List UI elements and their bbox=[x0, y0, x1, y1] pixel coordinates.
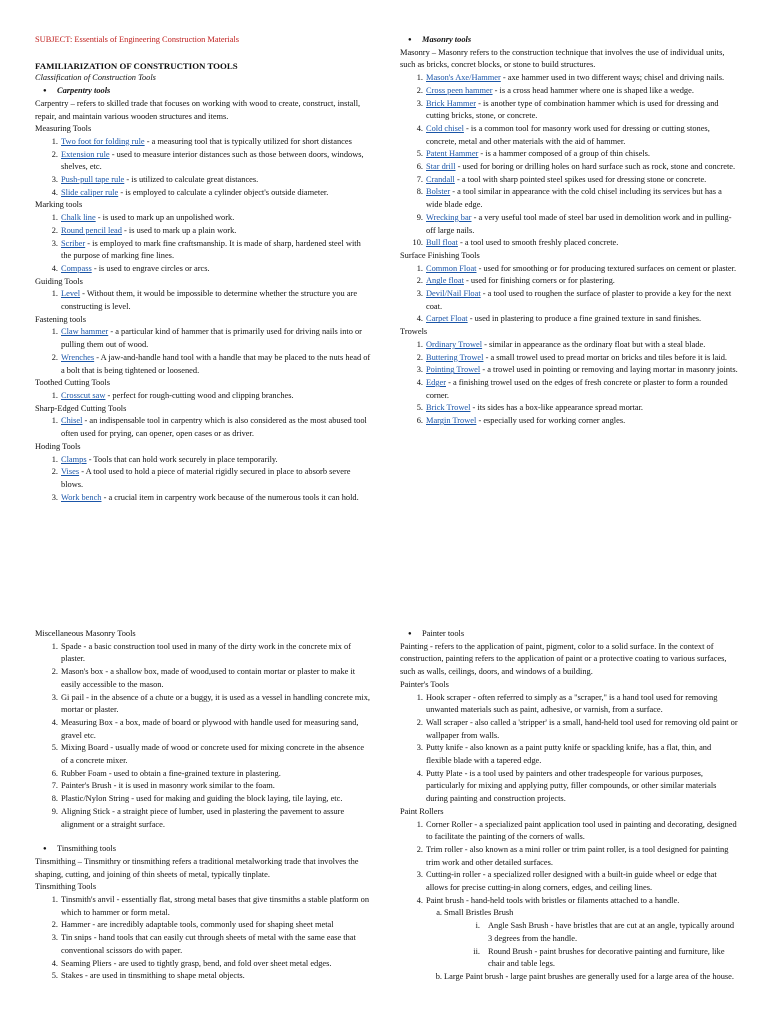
paint-rollers-list bbox=[400, 819, 738, 908]
list-item: 1. Crosscut saw - perfect for rough-cutting wood and clipping branches. bbox=[51, 390, 294, 400]
carpentry-group-list bbox=[35, 415, 373, 440]
list-item: 2. Wrenches - A jaw-and-handle hand tool with a handle that may be placed to the nuts head of a bolt that is being tightened or loosened. bbox=[51, 352, 371, 375]
tool-link[interactable]: Brick Trowel bbox=[426, 403, 471, 413]
list-item: 2. Round pencil lead - is used to mark up a plain work. bbox=[51, 225, 237, 235]
list-item: 1. Claw hammer - a particular kind of hammer that is primarily used for driving nails into or pulling them out of wood. bbox=[51, 327, 362, 350]
carpentry-group-title: Toothed Cutting Tools bbox=[35, 378, 110, 388]
list-item: 6. Star drill - used for boring or drilling holes on hard surface such as rock, stone and concrete. bbox=[416, 162, 736, 172]
masonry-panel bbox=[400, 34, 738, 428]
tinsmithing-intro: Tinsmithing – Tinsmithry or tinsmithing refers a traditional metalworking trade that involves the shaping, cutting, and joining of thin sheets of metal, typically tinplate. bbox=[35, 856, 359, 879]
list-item: 4. Seaming Pliers - are used to tightly grasp, bend, and fold over sheet metal edges. bbox=[51, 958, 332, 968]
surface-finishing-list bbox=[400, 263, 738, 327]
tool-link[interactable]: Round pencil lead bbox=[61, 225, 122, 235]
list-item: 3. Push-pull tape rule - is utilized to calculate great distances. bbox=[51, 175, 259, 185]
list-item: 5. Patent Hammer - is a hammer composed of a group of thin chisels. bbox=[416, 149, 650, 159]
tool-link[interactable]: Vises bbox=[61, 467, 80, 477]
painters-tools-title: Painter's Tools bbox=[400, 679, 449, 689]
list-item: 1. Two foot for folding rule - a measuring tool that is typically utilized for short distances bbox=[51, 136, 352, 146]
surface-finishing-title: Surface Finishing Tools bbox=[400, 250, 480, 260]
list-item: 7. Painter's Brush - it is used in masonry work similar to the foam. bbox=[51, 781, 275, 791]
list-item: 1. Clamps - Tools that can hold work securely in place temporarily. bbox=[51, 454, 278, 464]
tool-link[interactable]: Bolster bbox=[426, 187, 451, 197]
list-item: 1. Corner Roller - a specialized paint application tool used in painting and decorating, designed to facilitate the painting of the corners of walls. bbox=[416, 819, 737, 842]
tool-link[interactable]: Cross peen hammer bbox=[426, 85, 493, 95]
misc-tinsmith-panel bbox=[35, 628, 373, 983]
list-item: 4. Carpet Float - used in plastering to produce a fine grained texture in sand finishes. bbox=[416, 314, 702, 324]
list-item: 2. Wall scraper - also called a 'stripper' is a small, hand-held tool used for removing old paint or wallpaper from walls. bbox=[416, 717, 738, 740]
list-item: 3. Cutting-in roller - a specialized roller designed with a built-in guide wheel or edge that allows for precise cutting-in along corners, edges, and ceiling lines. bbox=[416, 870, 717, 893]
carpentry-intro: Carpentry – refers to skilled trade that focuses on working with wood to create, construct, install, repair, and maintain various wooden structures and items. bbox=[35, 98, 361, 121]
carpentry-groups bbox=[35, 123, 373, 504]
list-item: 1. Mason's Axe/Hammer - axe hammer used in two different ways; chisel and driving nails. bbox=[416, 73, 725, 83]
trowels-title: Trowels bbox=[400, 327, 428, 337]
list-item: 2. Angle float - used for finishing corners or for plastering. bbox=[416, 276, 615, 286]
tool-link[interactable]: Push-pull tape rule bbox=[61, 175, 125, 185]
carpentry-group-list bbox=[35, 136, 373, 200]
tool-link[interactable]: Brick Hammer bbox=[426, 98, 477, 108]
list-item: 5. Stakes - are used in tinsmithing to shape metal objects. bbox=[51, 971, 245, 981]
tool-link[interactable]: Wrenches bbox=[61, 352, 95, 362]
tinsmithing-tools-title: Tinsmithing Tools bbox=[35, 882, 97, 892]
painter-heading: ● Painter tools bbox=[400, 628, 738, 641]
list-item: 2. Trim roller - also known as a mini roller or trim paint roller, is a tool designed for painting trim work and other detailed surfaces. bbox=[416, 844, 729, 867]
list-item: 1. Common Float - used for smoothing or for producing textured surfaces on cement or plaster. bbox=[416, 263, 737, 273]
list-item: 3. Pointing Trowel - a trowel used in pointing or removing and laying mortar in masonry joints. bbox=[416, 365, 738, 375]
brush-sublist-b bbox=[400, 971, 738, 984]
carpentry-group-list bbox=[35, 326, 373, 377]
tool-link[interactable]: Wrecking bar bbox=[426, 212, 472, 222]
painters-tools-list bbox=[400, 692, 738, 806]
carpentry-group-list bbox=[35, 390, 373, 403]
list-item: 3. Putty knife - also known as a paint putty knife or spackling knife, has a flat, thin, and flexible blade with a tapered edge. bbox=[416, 743, 712, 766]
list-item: ii. Round Brush - paint brushes for decorative painting and furniture, like chair and table legs. bbox=[473, 946, 725, 969]
list-item: 5. Mixing Board - usually made of wood or concrete used for mixing concrete in the absence of a concrete mixer. bbox=[51, 743, 365, 766]
carpentry-group-list bbox=[35, 212, 373, 276]
list-item: 10. Bull float - a tool used to smooth freshly placed concrete. bbox=[412, 238, 619, 248]
list-item: 3. Gi pail - in the absence of a chute or a buggy, it is used as a vessel in handling concrete mix, mortar or plaster. bbox=[51, 692, 371, 715]
list-item: 1. Level - Without them, it would be impossible to determine whether the structure you are constructing is level. bbox=[51, 289, 358, 312]
tinsmithing-tools-list bbox=[35, 894, 373, 983]
carpentry-heading: ● Carpentry tools bbox=[35, 85, 373, 98]
tool-link[interactable]: Pointing Trowel bbox=[426, 365, 481, 375]
list-item: 6. Margin Trowel - especially used for working corner angles. bbox=[416, 416, 626, 426]
tool-link[interactable]: Chalk line bbox=[61, 213, 96, 223]
tool-link[interactable]: Cold chisel bbox=[426, 123, 464, 133]
painter-intro: Painting - refers to the application of paint, pigment, color to a solid surface. In the context of construction, painting refers to the application of paint or a protective coating to various surfaces, such as walls, ceilings, doors, and windows of a building. bbox=[400, 641, 727, 677]
carpentry-group-title: Fastening tools bbox=[35, 314, 86, 324]
carpentry-group-title: Hoding Tools bbox=[35, 441, 81, 451]
tool-link[interactable]: Edger bbox=[426, 377, 446, 387]
list-item: 2. Cross peen hammer - is a cross head hammer where one is shaped like a wedge. bbox=[416, 85, 694, 95]
tool-link[interactable]: Chisel bbox=[61, 416, 83, 426]
masonry-intro: Masonry – Masonry refers to the construction technique that involves the use of individual units, such as bricks, concret blocks, or stone to build structures. bbox=[400, 47, 725, 70]
carpentry-group-title: Marking tools bbox=[35, 200, 83, 210]
carpentry-group-list bbox=[35, 454, 373, 505]
list-item: 3. Scriber - is employed to mark fine craftsmanship. It is made of sharp, hardened steel with the purpose of marking fine lines. bbox=[51, 238, 361, 261]
list-item: 1. Tinsmith's anvil - essentially flat, strong metal bases that give tinsmiths a stable platform on which to hammer or form metal. bbox=[51, 895, 370, 917]
tool-link[interactable]: Compass bbox=[61, 263, 92, 273]
carpentry-group-title: Measuring Tools bbox=[35, 124, 92, 134]
list-item: 4. Compass - is used to engrave circles or arcs. bbox=[51, 263, 210, 273]
tool-link[interactable]: Ordinary Trowel bbox=[426, 339, 483, 349]
list-item: 4. Slide caliper rule - is employed to calculate a cylinder object's outside diameter. bbox=[51, 187, 329, 197]
brush-sublist bbox=[400, 907, 738, 920]
list-item: 2. Vises - A tool used to hold a piece of material rigidly secured in place to absorb severe blows. bbox=[51, 467, 351, 489]
tool-link[interactable]: Crandall bbox=[426, 174, 455, 184]
tool-link[interactable]: Slide caliper rule bbox=[61, 187, 119, 197]
misc-masonry-title: Miscellaneous Masonry Tools bbox=[35, 629, 136, 638]
list-item: 7. Crandall - a tool with sharp pointed steel spikes used for dressing stone or concrete. bbox=[416, 174, 707, 184]
list-item: 1. Hook scraper - often referred to simply as a "scraper," is a hand tool used for removing unwanted materials such as paint, adhesive, or varnish, from a surface. bbox=[416, 692, 718, 715]
list-item: 1. Ordinary Trowel - similar in appearance as the ordinary float but with a steal blade. bbox=[416, 339, 706, 349]
brush-type-b: b. Large Paint brush - large paint brushes are generally used for a large area of the house. bbox=[435, 971, 734, 981]
tinsmithing-heading: ● Tinsmithing tools bbox=[35, 843, 373, 856]
tool-link[interactable]: Angle float bbox=[426, 276, 464, 286]
document-title: FAMILIARIZATION OF CONSTRUCTION TOOLS bbox=[35, 60, 238, 71]
masonry-heading: ● Masonry tools bbox=[400, 34, 738, 47]
carpentry-group-list bbox=[35, 288, 373, 313]
tool-link[interactable]: Crosscut saw bbox=[61, 390, 106, 400]
list-item: 3. Devil/Nail Float - a tool used to roughen the surface of plaster to provide a key for the next coat. bbox=[416, 289, 732, 311]
brush-type-a: a. Small Bristles Brush bbox=[436, 908, 514, 918]
tool-link[interactable]: Margin Trowel bbox=[426, 416, 477, 426]
list-item: 2. Buttering Trowel - a small trowel used to pread mortar on bricks and tiles before it is laid. bbox=[416, 352, 727, 362]
tool-link[interactable]: Mason's Axe/Hammer bbox=[426, 73, 501, 83]
list-item: 5. Brick Trowel - its sides has a box-like appearance spread mortar. bbox=[416, 403, 644, 413]
list-item: 4. Paint brush - hand-held tools with bristles or filaments attached to a handle. bbox=[416, 895, 680, 905]
list-item: 3. Work bench - a crucial item in carpentry work because of the numerous tools it can hold. bbox=[51, 492, 359, 502]
brush-a-list bbox=[400, 920, 738, 971]
list-item: 4. Putty Plate - is a tool used by painters and other tradespeople for various purposes, particularly for mixing and applying putty, filler compounds, or other similar materials during painting and construction projects. bbox=[416, 768, 717, 804]
tool-link[interactable]: Scriber bbox=[61, 238, 86, 248]
list-item: 1. Spade - a basic construction tool used in many of the dirty work in the concrete mix of plaster. bbox=[51, 641, 352, 664]
list-item: 8. Plastic/Nylon String - used for making and guiding the block laying, tile laying, etc. bbox=[51, 794, 343, 804]
tool-link[interactable]: Buttering Trowel bbox=[426, 352, 484, 362]
list-item: 3. Brick Hammer - is another type of combination hammer which is used for dressing and cutting bricks, stone, or concrete. bbox=[416, 98, 719, 121]
list-item: 2. Extension rule - used to measure interior distances such as those between doors, windows, shelves, etc. bbox=[51, 149, 364, 172]
list-item: 4. Measuring Box - a box, made of board or plywood with handle used for measuring sand, gravel etc. bbox=[51, 717, 359, 740]
tool-link[interactable]: Common Float bbox=[426, 263, 477, 273]
list-item: 9. Wrecking bar - a very useful tool made of steel bar used in demolition work and in pulling-off large nails. bbox=[416, 212, 732, 235]
carpentry-group-title: Guiding Tools bbox=[35, 276, 83, 286]
tool-link[interactable]: Bull float bbox=[426, 238, 458, 248]
list-item: 1. Chisel - an indispensable tool in carpentry which is also considered as the most abused tool often used for prying, can opener, open cases or as driver. bbox=[51, 416, 367, 439]
misc-masonry-list bbox=[35, 641, 373, 832]
tool-link[interactable]: Clamps bbox=[61, 454, 87, 464]
tool-link[interactable]: Claw hammer bbox=[61, 327, 109, 337]
list-item: 2. Hammer - are incredibly adaptable tools, commonly used for shaping sheet metal bbox=[51, 920, 334, 930]
trowels-list bbox=[400, 339, 738, 428]
list-item: 9. Aligning Stick - a straight piece of lumber, used in plastering the pavement to assure alignment or a straight surface. bbox=[51, 806, 345, 829]
classification-heading: Classification of Construction Tools bbox=[35, 73, 156, 83]
paint-rollers-title: Paint Rollers bbox=[400, 806, 444, 816]
list-item: i. Angle Sash Brush - have bristles that are cut at an angle, typically around 3 degrees from the handle. bbox=[475, 921, 735, 943]
tool-link[interactable]: Work bench bbox=[61, 492, 102, 502]
carpentry-group-title: Sharp-Edged Cutting Tools bbox=[35, 403, 127, 413]
list-item: 6. Rubber Foam - used to obtain a fine-grained texture in plastering. bbox=[51, 768, 281, 778]
list-item: 4. Cold chisel - is a common tool for masonry work used for dressing or cutting stones, concrete, metal and other materials with the aid of hammer. bbox=[416, 123, 710, 146]
tool-link[interactable]: Extension rule bbox=[61, 149, 110, 159]
masonry-tools-list bbox=[400, 72, 738, 250]
tool-link[interactable]: Carpet Float bbox=[426, 314, 468, 324]
tool-link[interactable]: Level bbox=[61, 289, 81, 299]
list-item: 3. Tin snips - hand tools that can easily cut through sheets of metal with the same ease that conventional scissors do with paper. bbox=[51, 933, 356, 955]
painter-panel bbox=[400, 628, 738, 984]
list-item: 4. Edger - a finishing trowel used on the edges of fresh concrete or plaster to form a rounded corner. bbox=[416, 377, 728, 400]
tool-link[interactable]: Star drill bbox=[426, 162, 456, 172]
list-item: 2. Mason's box - a shallow box, made of wood,used to contain mortar or plaster to make it easily accessible to the mason. bbox=[51, 667, 356, 689]
list-item: 8. Bolster - a tool similar in appearance with the cold chisel including its services but has a wide blade edge. bbox=[416, 187, 722, 210]
tool-link[interactable]: Patent Hammer bbox=[426, 149, 479, 159]
carpentry-panel bbox=[35, 34, 373, 504]
list-item: 1. Chalk line - is used to mark up an unpolished work. bbox=[51, 213, 235, 223]
tool-link[interactable]: Devil/Nail Float bbox=[426, 289, 481, 299]
tool-link[interactable]: Two foot for folding rule bbox=[61, 136, 145, 146]
subject-line: SUBJECT: Essentials of Engineering Construction Materials bbox=[35, 35, 240, 44]
